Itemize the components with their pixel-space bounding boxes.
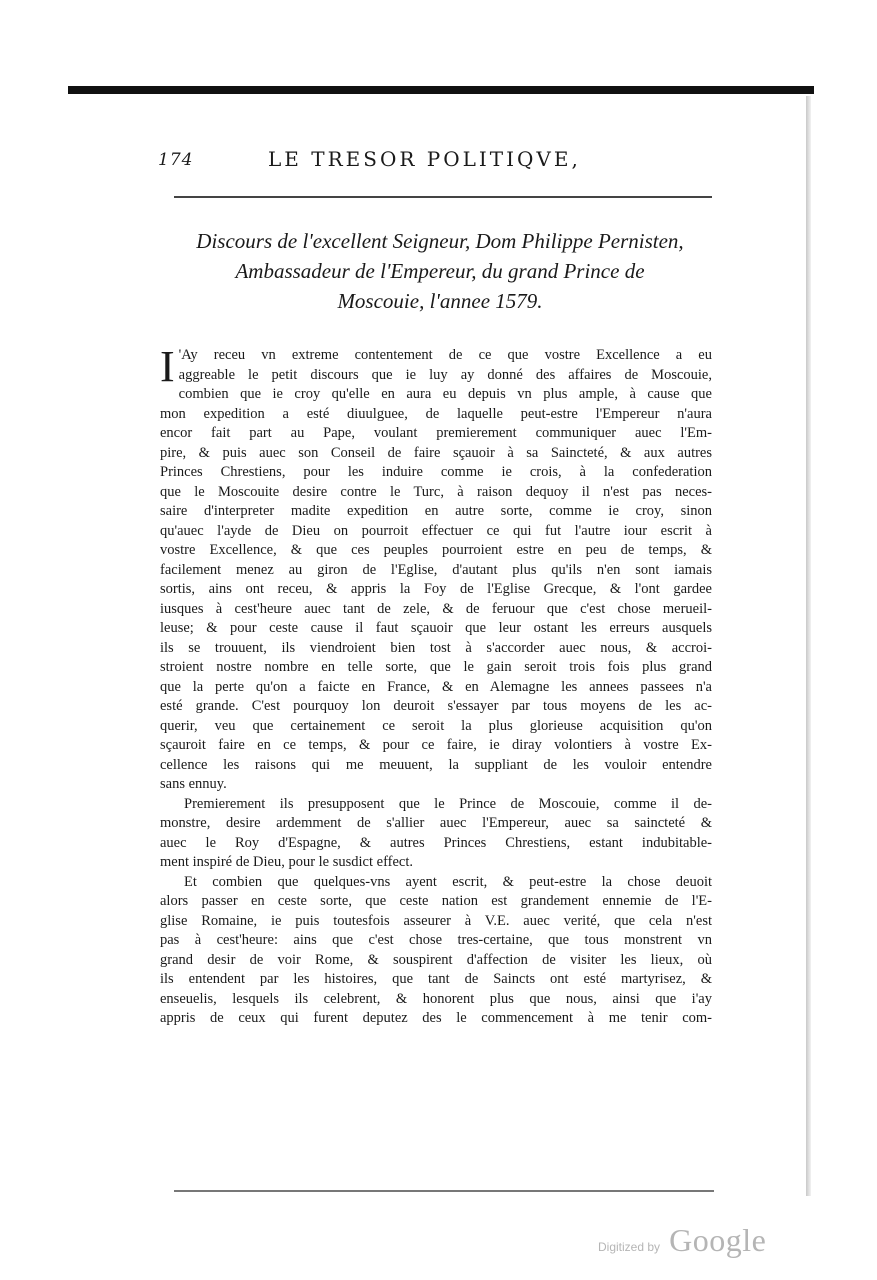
google-wordmark: Google — [669, 1222, 767, 1258]
header-rule — [174, 196, 712, 198]
text-line: ils entendent par les histoires, que tant de Saincts ont esté martyrisez, & — [160, 971, 712, 987]
text-line: pire, & puis auec son Conseil de faire sçauoir à sa Saincteté, & aux autres — [160, 444, 712, 461]
text-line: ment inspiré de Dieu, pour le susdict effect. — [160, 854, 414, 870]
text-line: stroient nostre nombre en telle sorte, que le gain seroit trois fois plus grand — [160, 659, 712, 675]
text-line: qu'auec l'ayde de Dieu on pourroit effectuer ce qui fut l'autre iour escrit à — [160, 522, 712, 539]
text-line: auec le Roy d'Espagne, & autres Princes Chrestiens, estant indubitable- — [160, 834, 712, 851]
digitized-label: Digitized by — [598, 1240, 661, 1254]
title-line: Ambassadeur de l'Empereur, du grand Prince de — [235, 259, 645, 283]
text-line: grand desir de voir Rome, & souspirent d'affection de visiter les lieux, où — [160, 951, 712, 968]
paragraph-1 — [160, 342, 712, 795]
title-line: Moscouie, l'annee 1579. — [337, 289, 543, 313]
drop-cap: I — [160, 342, 175, 391]
body-text — [160, 342, 712, 1029]
bottom-rule — [174, 1190, 714, 1192]
text-line: ils se trouuent, ils viendroient bien tost à s'accorder auec nous, & accroi- — [160, 639, 712, 656]
paragraph-3 — [160, 873, 712, 1029]
text-line: vostre Excellence, & que ces peuples pourroient estre en peu de temps, & — [160, 542, 712, 558]
text-line: sçauroit faire en ce temps, & pour ce faire, ie diray volontiers à vostre Ex- — [160, 737, 712, 753]
text-line: Premierement ils presupposent que le Prince de Moscouie, comme il de- — [184, 795, 712, 812]
title-line: Discours de l'excellent Seigneur, Dom Philippe Pernisten, — [196, 229, 684, 253]
text-line: sans ennuy. — [160, 776, 227, 792]
text-line: querir, veu que certainement ce seroit la plus glorieuse acquisition qu'on — [160, 717, 712, 734]
paragraph-2 — [160, 795, 712, 873]
text-line: saire d'interpreter madite expedition en autre sorte, comme ie croy, sinon — [160, 503, 712, 519]
text-line: sortis, ains ont receu, & appris la Foy de l'Eglise Grecque, & l'ont gardee — [160, 581, 712, 597]
page-number: 174 — [158, 150, 194, 170]
text-line: enseuelis, lesquels ils celebrent, & honorent plus que nous, ainsi que i'ay — [160, 990, 712, 1007]
top-border-rule — [68, 86, 814, 94]
text-line: que la perte qu'on a faicte en France, & en Alemagne les annees passees n'a — [160, 678, 712, 695]
text-line: encor fait part au Pape, voulant premierement communiquer auec l'Em- — [160, 425, 712, 441]
text-line: mon expedition a esté diuulguee, de laquelle peut-estre l'Empereur n'aura — [160, 405, 712, 422]
text-line: monstre, desire ardemment de s'allier auec l'Empereur, auec sa saincteté & — [160, 815, 712, 831]
text-line: Et combien que quelques-vns ayent escrit, & peut-estre la chose deuoit — [184, 873, 712, 890]
text-line: iusques à cest'heure auec tant de zele, & de feruour que c'est chose merueil- — [160, 600, 712, 617]
text-line: aggreable le petit discours que ie luy ay donné des affaires de Moscouie, — [178, 366, 712, 383]
text-line: facilement menez au giron de l'Eglise, d'autant plus qu'ils n'en sont iamais — [160, 561, 712, 578]
text-line: pas à cest'heure: ains que c'est chose tres-certaine, que tous monstrent vn — [160, 932, 712, 948]
text-line: alors passer en ceste sorte, que ceste nation est grandement ennemie de l'E- — [160, 893, 712, 909]
discourse-title — [160, 226, 720, 316]
digitized-watermark — [598, 1222, 766, 1259]
text-line: 'Ay receu vn extreme contentement de ce que vostre Excellence a eu — [178, 347, 712, 363]
text-line: Princes Chrestiens, pour les induire comme ie crois, à la confederation — [160, 464, 712, 480]
text-line: esté grande. C'est pourquoy lon deuroit s'essayer par tous moyens de les ac- — [160, 698, 712, 714]
text-line: combien que ie croy qu'elle en aura eu depuis vn plus ample, à cause que — [178, 386, 712, 402]
text-line: cellence les raisons qui me meuuent, la suppliant de les vouloir entendre — [160, 756, 712, 773]
text-line: que le Moscouite desire contre le Turc, à raison dequoy il n'est pas neces- — [160, 483, 712, 500]
text-line: glise Romaine, ie puis toutesfois asseurer à V.E. auec verité, que cela n'est — [160, 912, 712, 929]
text-line: appris de ceux qui furent deputez des le commencement à me tenir com- — [160, 1010, 712, 1026]
page-edge-shadow — [806, 96, 811, 1196]
running-head: LE TRESOR POLITIQVE, — [268, 147, 581, 171]
text-line: leuse; & pour ceste cause il faut sçauoir que leur ostant les erreurs ausquels — [160, 620, 712, 636]
